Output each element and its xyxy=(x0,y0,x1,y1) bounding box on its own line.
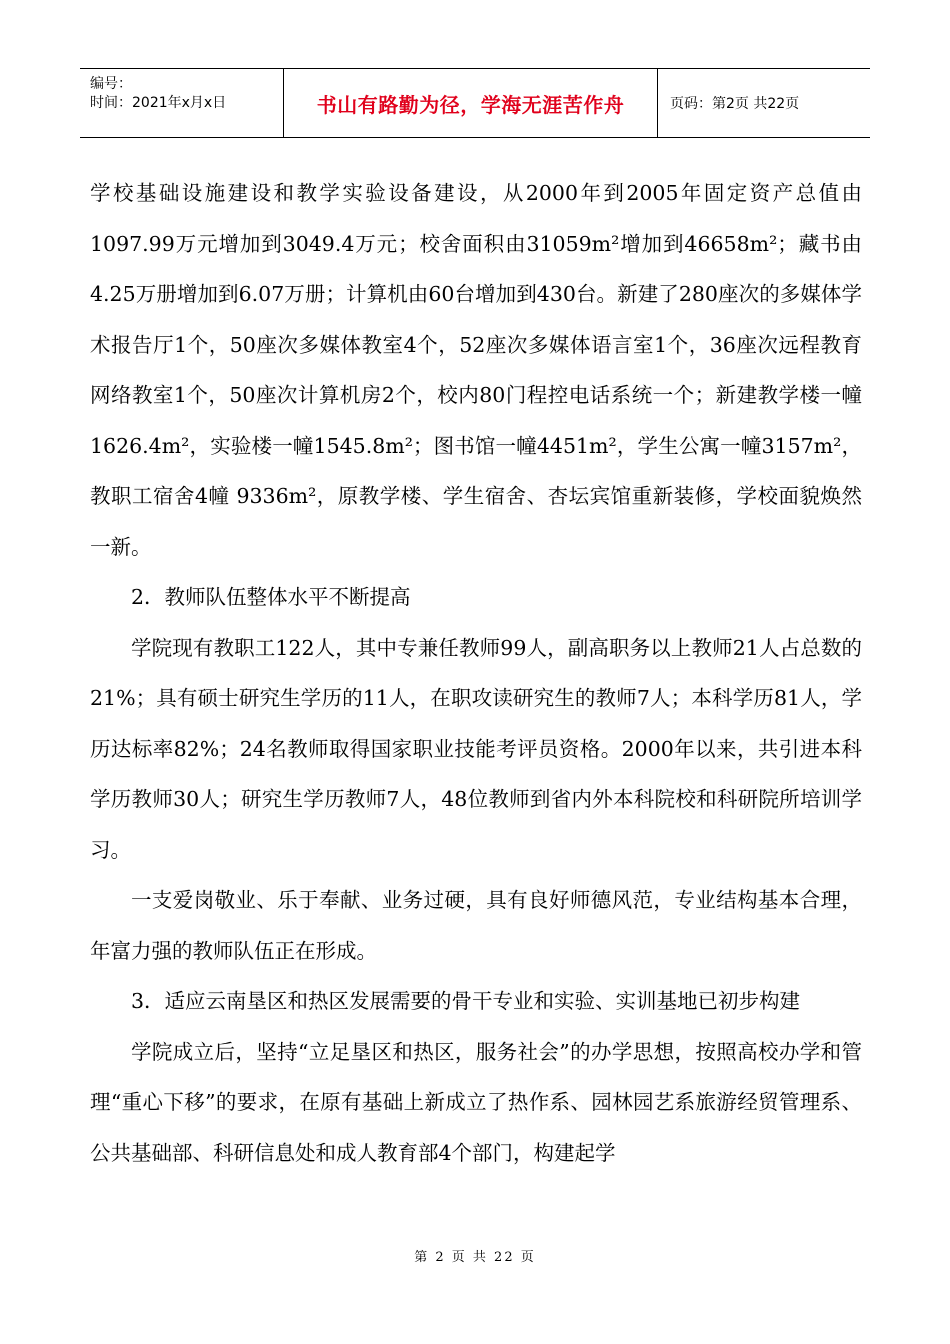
paragraph-team: 一支爱岗敬业、乐于奉献、业务过硬，具有良好师德风范，专业结构基本合理，年富力强的教师队伍正在形成。 xyxy=(90,888,862,963)
page-footer: 第 2 页 共 22 页 xyxy=(414,1250,536,1265)
section-heading-teachers: 2．教师队伍整体水平不断提高 xyxy=(131,585,411,609)
date-label: 时间：2021年x月x日 xyxy=(90,95,227,111)
header-meta-cell xyxy=(80,69,284,137)
paragraph-departments: 学院成立后，坚持“立足垦区和热区，服务社会”的办学思想，按照高校办学和管理“重心下移”的要求，在原有基础上新成立了热作系、园林园艺系旅游经贸管理系、公共基础部、科研信息处和成人教育部4个部门，构建起学 xyxy=(90,1039,862,1165)
header-table xyxy=(80,68,870,138)
paragraph-facilities: 学校基础设施建设和教学实验设备建设，从2000年到2005年固定资产总值由1097.99万元增加到3049.4万元；校舍面积由31059m²增加到46658m²；藏书由4.25万册增加到6.07万册；计算机由60台增加到430台。新建了280座次的多媒体学术报告厅1个，50座次多媒体教室4个，52座次多媒体语言室1个，36座次远程教育网络教室1个，50座次计算机房2个，校内80门程控电话系统一个；新建教学楼一幢1626.4m²，实验楼一幢1545.8m²；图书馆一幢4451m²，学生公寓一幢3157m²，教职工宿舍4幢 9336m²，原教学楼、学生宿舍、杏坛宾馆重新装修，学校面貌焕然一新。 xyxy=(90,181,862,559)
header-page-info: 页码：第2页 共22页 xyxy=(670,96,800,112)
paragraph-staff: 学院现有教职工122人，其中专兼任教师99人，副高职务以上教师21人占总数的21%；具有硕士研究生学历的11人，在职攻读研究生的教师7人；本科学历81人，学历达标率82%；24名教师取得国家职业技能考评员资格。2000年以来，共引进本科学历教师30人；研究生学历教师7人，48位教师到省内外本科院校和科研院所培训学习。 xyxy=(90,635,862,862)
document-body xyxy=(90,168,862,1178)
section-heading-majors: 3．适应云南垦区和热区发展需要的骨干专业和实验、实训基地已初步构建 xyxy=(131,989,801,1013)
number-label: 编号： xyxy=(90,76,132,92)
header-motto: 书山有路勤为径，学海无涯苦作舟 xyxy=(284,69,658,137)
